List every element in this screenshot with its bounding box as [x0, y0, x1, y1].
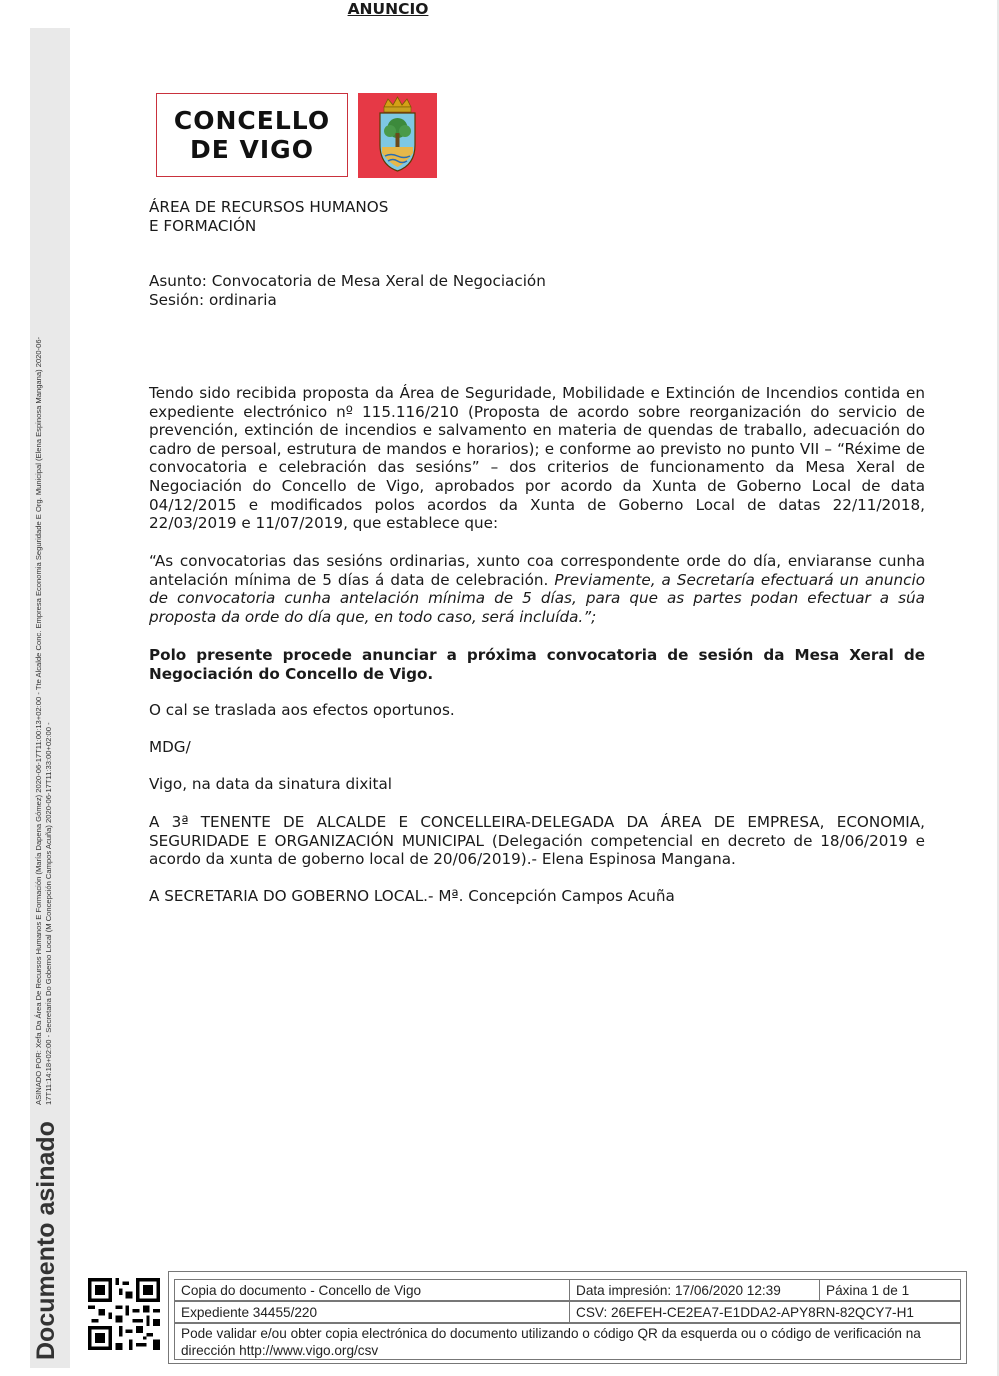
department-line2: E FORMACIÓN: [149, 216, 257, 235]
footer-row-3: [174, 1323, 961, 1360]
footer-row-2: [174, 1301, 961, 1323]
logo-line2: DE VIGO: [190, 135, 314, 164]
paragraph-initials: MDG/: [149, 738, 191, 756]
page-number: Páxina 1 de 1: [826, 1283, 910, 1298]
expediente-number: Expediente 34455/220: [175, 1302, 570, 1322]
paragraph-signatory-1: A 3ª TENENTE DE ALCALDE E CONCELLEIRA-DELEGADA DA ÁREA DE EMPRESA, ECONOMIA, SEGURIDADE E ORGANIZACIÓN MUNICIPAL (Delegación competencial en decreto de 18/06/2019 e acordo da xunta de goberno local de 20/06/2019).- Elena Espinosa Mangana.: [149, 813, 925, 869]
department-line1: ÁREA DE RECURSOS HUMANOS: [149, 198, 389, 216]
copy-label: Copia do documento - Concello de Vigo: [175, 1280, 570, 1300]
session-line: Sesión: ordinaria: [149, 290, 277, 309]
verification-footer: [168, 1271, 967, 1364]
quote-italic-text: Previamente, a Secretaría efectuará un anuncio de convocatoria cunha antelación mínima de 5 días, para que as partes podan efectuar a súa proposta da orde do día que, en todo caso, será incluída.”;: [149, 570, 925, 626]
coat-of-arms-icon: [358, 93, 437, 178]
subject-block: [149, 272, 925, 309]
paragraph-signatory-2: A SECRETARIA DO GOBERNO LOCAL.- Mª. Concepción Campos Acuña: [149, 887, 675, 905]
paragraph-announcement: Polo presente procede anunciar a próxima convocatoria de sesión da Mesa Xeral de Negociación do Concello de Vigo.: [149, 646, 925, 683]
signature-details-line2: 17T11:14:18+02:00 - Secretaria Do Goberno Local (M Concepción Campos Acuña) 2020-06-17T11:33:00+02:00 -: [44, 722, 53, 1105]
logo-line1: CONCELLO: [173, 106, 331, 135]
concello-logo: [156, 93, 348, 177]
subject-line: Asunto: Convocatoria de Mesa Xeral de Negociación: [149, 272, 546, 290]
paragraph-effects: O cal se traslada aos efectos oportunos.: [149, 701, 455, 719]
document-title: ANUNCIO: [347, 0, 429, 18]
validation-note: Pode validar e/ou obter copia electrónica do documento utilizando o código QR da esquerda ou o código de verificación na dirección http://www.vigo.org/csv: [181, 1326, 921, 1358]
quote-regular-text: “As convocatorias das sesións ordinarias, xunto coa correspondente orde do día, enviaranse cunha antelación mínima de 5 días á data de celebración.: [149, 552, 925, 589]
paragraph-quote: [149, 552, 925, 626]
signed-document-label: Documento asinado: [32, 1121, 60, 1360]
signature-details: [34, 95, 54, 1105]
department-heading: [149, 198, 925, 235]
signature-details-line1: ASINADO POR: Xefa Da Área De Recursos Humanos E Formación (María Dapena Gómez) 2020-06-17T11:00:13+02:00 - Tte Alcalde Conc. Empresa Economia Seguridade E Org. Municipal (Elena Espinosa Mangana) 2020-06-: [34, 336, 43, 1105]
paragraph-intro: Tendo sido recibida proposta da Área de Seguridade, Mobilidade e Extinción de Incendios contida en expediente electrónico nº 115.116/210 (Proposta de acordo sobre reorganización do servicio de prevención, extinción de incendios e salvamento en materia de quendas de traballo, adecuación do cadro de persoal, estrutura de mandos e horarios); e conforme ao previsto no punto VII – “Réxime de convocatoria e celebración das sesións” – dos criterios de funcionamento da Mesa Xeral de Negociación do Concello de Vigo, aprobados por acordo da Xunta de Goberno Local de data 04/12/2015 e modificados polos acordos da Xunta de Goberno Local de datas 22/11/2018, 22/03/2019 e 11/07/2019, que establece que:: [149, 384, 925, 533]
footer-row-1: [174, 1279, 961, 1301]
csv-code: CSV: 26EFEH-CE2EA7-E1DDA2-APY8RN-82QCY7-H1: [576, 1305, 914, 1320]
paragraph-place-date: Vigo, na data da sinatura dixital: [149, 775, 393, 793]
qr-code: [88, 1278, 160, 1350]
print-date: Data impresión: 17/06/2020 12:39: [570, 1280, 820, 1300]
